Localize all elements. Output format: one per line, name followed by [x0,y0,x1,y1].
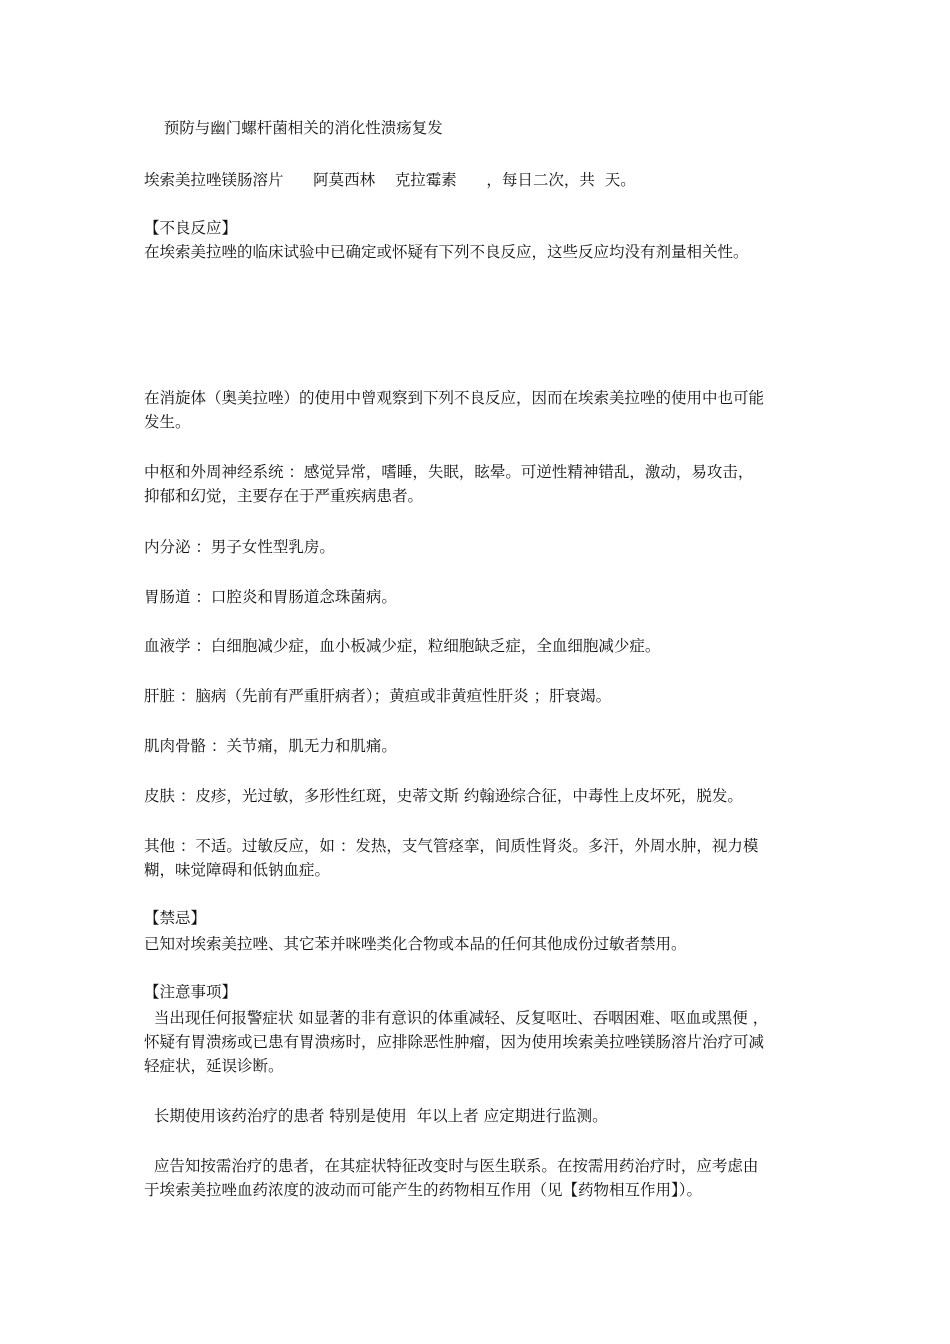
line-25: 于埃索美拉唑血药浓度的波动而可能产生的药物相互作用（见【药物相互作用】）。 [144,1181,703,1199]
line-18: 已知对埃索美拉唑、其它苯并咪唑类化合物或本品的任何其他成份过敏者禁用。 [144,935,687,953]
line-02: 埃索美拉唑镁肠溶片 阿莫西林 克拉霉素 ，每日二次，共 天。 [144,171,636,189]
heading-adverse-reactions: 【不良反应】 [144,219,238,237]
line-24: 应告知按需治疗的患者，在其症状特征改变时与医生联系。在按需用药治疗时，应考虑由 [144,1157,759,1175]
line-21: 怀疑有胃溃疡或已患有胃溃疡时，应排除恶性肿瘤，因为使用埃索美拉唑镁肠溶片治疗可减 [144,1033,765,1051]
line-12: 肝脏 ：脑病（先前有严重肝病者）；黄疸或非黄疸性肝炎 ；肝衰竭。 [144,687,612,705]
line-06: 发生。 [144,413,191,431]
heading-precautions: 【注意事项】 [144,983,238,1001]
line-14: 皮肤 ：皮疹，光过敏，多形性红斑，史蒂文斯 约翰逊综合征，中毒性上皮坏死，脱发。 [144,787,743,805]
line-13: 肌肉骨骼 ：关节痛，肌无力和肌痛。 [144,737,397,755]
line-01: 预防与幽门螺杆菌相关的消化性溃疡复发 [144,119,443,137]
line-15: 其他 ：不适。过敏反应，如 ：发热，支气管痉挛，间质性肾炎。多汗，外周水肿，视力模 [144,837,759,855]
line-11: 血液学 ：白细胞减少症，血小板减少症，粒细胞缺乏症，全血细胞减少症。 [144,637,661,655]
line-10: 胃肠道 ：口腔炎和胃肠道念珠菌病。 [144,588,397,606]
heading-contraindications: 【禁忌】 [144,909,207,927]
line-07: 中枢和外周神经系统 ：感觉异常，嗜睡，失眠，眩晕。可逆性精神错乱，激动，易攻击， [144,463,754,481]
line-05: 在消旋体（奥美拉唑）的使用中曾观察到下列不良反应，因而在埃索美拉唑的使用中也可能 [144,389,765,407]
line-23: 长期使用该药治疗的患者 特别是使用 年以上者 应定期进行监测。 [144,1107,608,1125]
line-09: 内分泌 ：男子女性型乳房。 [144,538,335,556]
line-04: 在埃索美拉唑的临床试验中已确定或怀疑有下列不良反应，这些反应均没有剂量相关性。 [144,243,749,261]
line-22: 轻症状，延误诊断。 [144,1057,284,1075]
line-08: 抑郁和幻觉，主要存在于严重疾病患者。 [144,487,424,505]
line-20: 当出现任何报警症状 如显著的非有意识的体重减轻、反复呕吐、吞咽困难、呕血或黑便 ， [144,1009,769,1027]
line-16: 糊，味觉障碍和低钠血症。 [144,861,331,879]
